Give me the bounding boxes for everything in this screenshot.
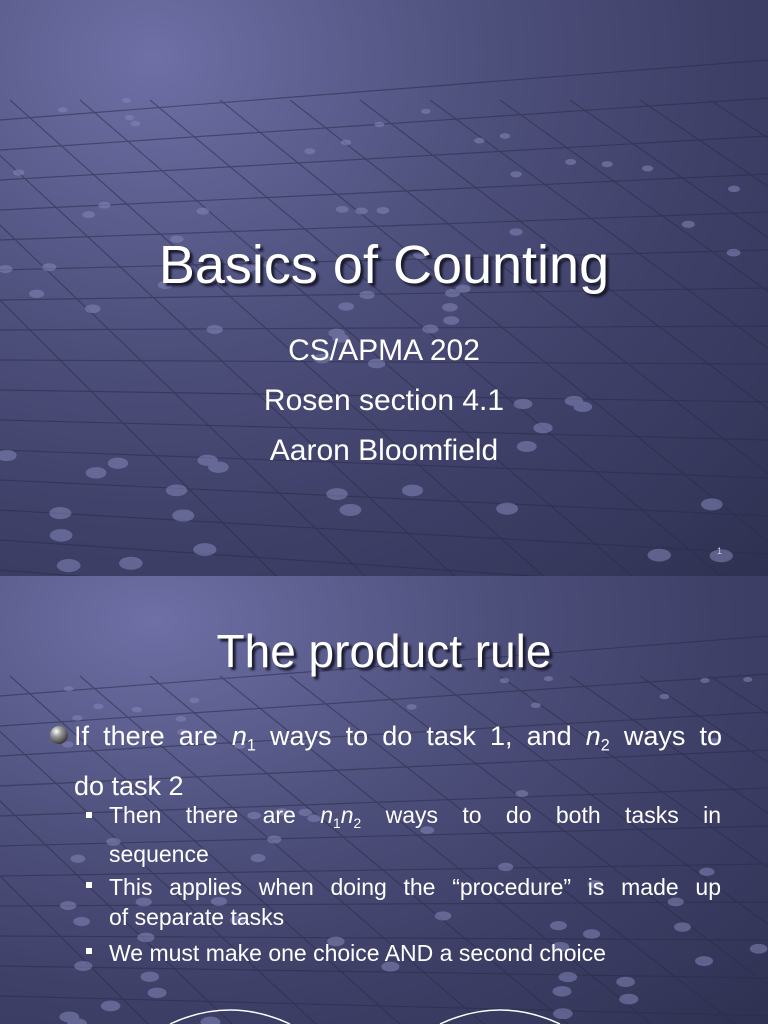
sub-bullet-1: Then there are $n_1n_2$ ways to do both tasks in sequence [109,802,721,867]
square-bullet-icon [86,882,92,888]
sub-bullet-2: This applies when doing the “procedure” is made up of separate tasks [109,874,721,930]
slide-title: Basics of Counting [158,235,610,295]
square-bullet-icon [86,812,92,818]
course-code: CS/APMA 202 [288,334,480,367]
section-reference: Rosen section 4.1 [263,384,505,417]
page-number: 1 [716,546,722,556]
square-bullet-icon [86,948,92,954]
sub-bullet-3: We must make one choice AND a second choice [109,940,606,966]
bullet-ball-icon [50,726,68,744]
author-name: Aaron Bloomfield [269,434,499,467]
main-bullet: If there are $n_1$ ways to do task 1, and $n_2$ ways to do task 2 [74,721,722,801]
slide-title: The product rule [216,625,552,677]
